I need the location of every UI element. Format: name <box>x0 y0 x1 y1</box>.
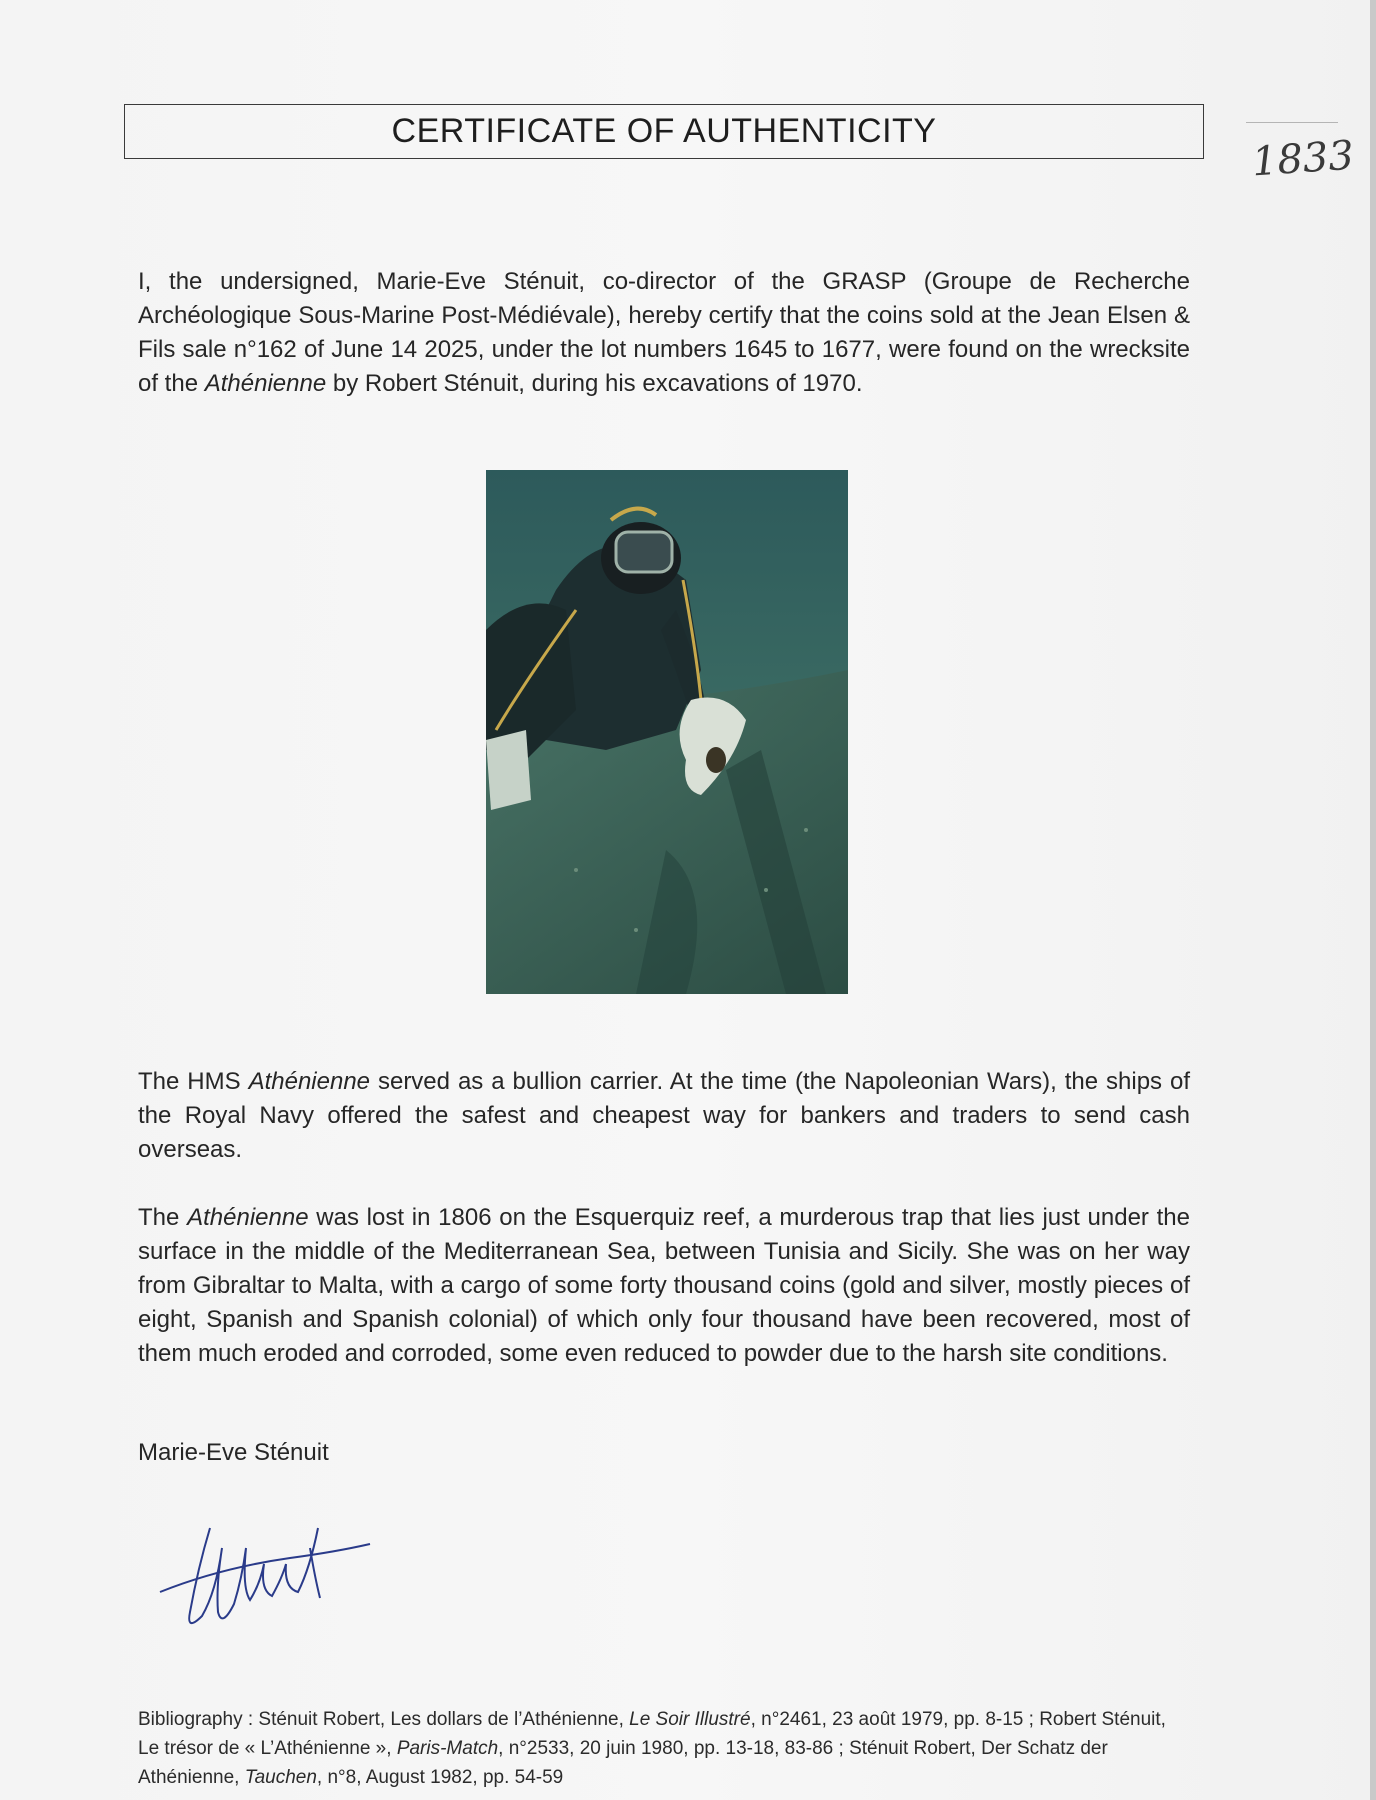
handwritten-signature <box>150 1508 380 1643</box>
page-edge <box>1370 0 1376 1800</box>
history-paragraph-2: The Athénienne was lost in 1806 on the Esquerquiz reef, a murderous trap that lies just under the surface in the middle of the Mediterranean Sea, between Tunisia and Sicily. She was on her way from Gibraltar to Malta, with a cargo of some forty thousand coins (gold and silver, mostly pieces of eight, Spanish and Spanish colonial) of which only four thousand have been recovered, most of them much eroded and corroded, some even reduced to powder due to the harsh site conditions. <box>138 1204 1190 1367</box>
signatory-name: Marie-Eve Sténuit <box>138 1439 329 1466</box>
title-box <box>124 104 1204 159</box>
handwritten-underline <box>1246 122 1338 123</box>
bibliography: Bibliography : Sténuit Robert, Les dollars de l’Athénienne, Le Soir Illustré, n°2461, 23 août 1979, pp. 8-15 ; Robert Sténuit, Le trésor de « L’Athénienne », Paris-Match, n°2533, 20 juin 1980, pp. 13-18, 83-86 ; Sténuit Robert, Der Schatz der Athénienne, Tauchen, n°8, August 1982, pp. 54-59 <box>138 1709 1166 1788</box>
diver-photo <box>486 470 848 994</box>
history-paragraph-1: The HMS Athénienne served as a bullion carrier. At the time (the Napoleonian Wars), the ships of the Royal Navy offered the safest and cheapest way for bankers and traders to send cash overseas. <box>138 1068 1191 1163</box>
certification-paragraph: I, the undersigned, Marie-Eve Sténuit, co-director of the GRASP (Groupe de Recherche Archéologique Sous-Marine Post-Médiévale), hereby certify that the coins sold at the Jean Elsen & Fils sale n°162 of June 14 2025, under the lot numbers 1645 to 1677, were found on the wrecksite of the Athénienne by Robert Sténuit, during his excavations of 1970. <box>138 268 1190 397</box>
handwritten-number: 1833 <box>1250 132 1356 186</box>
certificate-title: CERTIFICATE OF AUTHENTICITY <box>391 112 937 150</box>
